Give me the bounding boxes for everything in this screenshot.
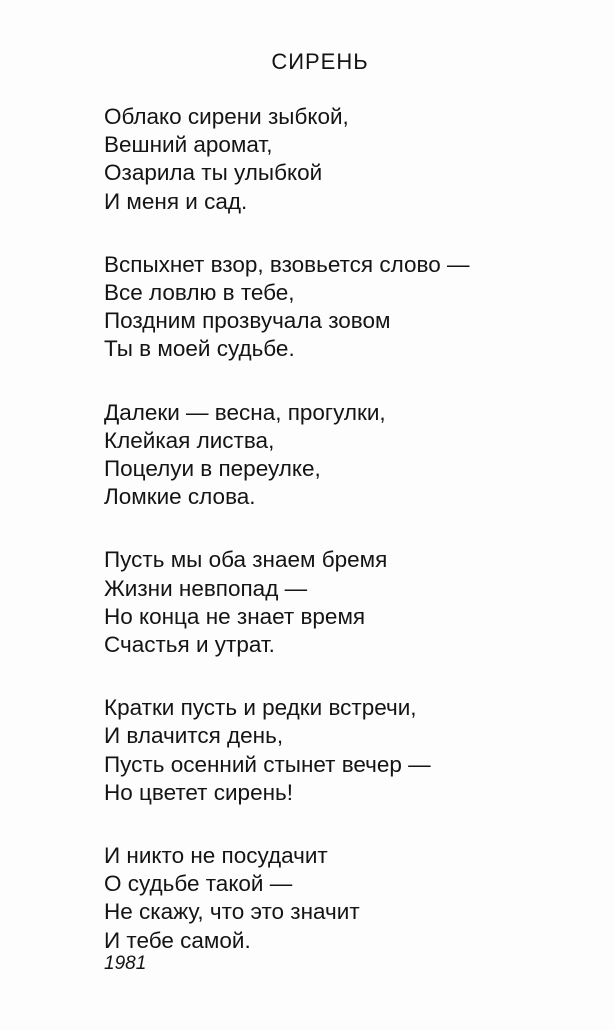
poem-line: И никто не посудачит xyxy=(104,843,328,869)
stanza xyxy=(104,694,604,807)
poem-line: Жизни невпопад — xyxy=(104,575,308,601)
poem-line: И меня и сад. xyxy=(104,188,248,214)
poem-line: Поцелуи в переулке, xyxy=(104,456,321,482)
poem-line: О судьбе такой — xyxy=(104,871,293,897)
poem-line: Все ловлю в тебе, xyxy=(104,280,295,306)
poem-line: Ломкие слова. xyxy=(104,484,256,510)
poem-line: Пусть мы оба знаем бремя xyxy=(104,547,388,573)
poem-line: Пусть осенний стынет вечер — xyxy=(104,751,431,777)
stanza xyxy=(104,251,604,364)
poem-line: Счастья и утрат. xyxy=(104,632,275,658)
stanza xyxy=(104,842,604,955)
stanza xyxy=(104,399,604,512)
poem-title: СИРЕНЬ xyxy=(271,49,369,74)
poem-line: Клейкая листва, xyxy=(104,427,275,453)
poem-line: Ты в моей судьбе. xyxy=(104,336,295,362)
poem-line: Вспыхнет взор, взовьется слово — xyxy=(104,251,470,277)
poem-line: И тебе самой. xyxy=(104,927,251,953)
poem-line: И влачится день, xyxy=(104,723,284,749)
poem-body xyxy=(104,103,604,990)
poem-line: Кратки пусть и редки встречи, xyxy=(104,695,417,721)
poem-year: 1981 xyxy=(104,953,147,974)
poem-line: Далеки — весна, прогулки, xyxy=(104,399,386,425)
stanza xyxy=(104,103,604,216)
stanza xyxy=(104,546,604,659)
poem-line: Вешний аромат, xyxy=(104,132,273,158)
poem-line: Но цветет сирень! xyxy=(104,779,293,805)
poem-line: Поздним прозвучала зовом xyxy=(104,308,391,334)
poem-line: Но конца не знает время xyxy=(104,603,366,629)
poem-line: Озарила ты улыбкой xyxy=(104,160,323,186)
poem-line: Облако сирени зыбкой, xyxy=(104,104,349,129)
poem-line: Не скажу, что это значит xyxy=(104,899,360,925)
